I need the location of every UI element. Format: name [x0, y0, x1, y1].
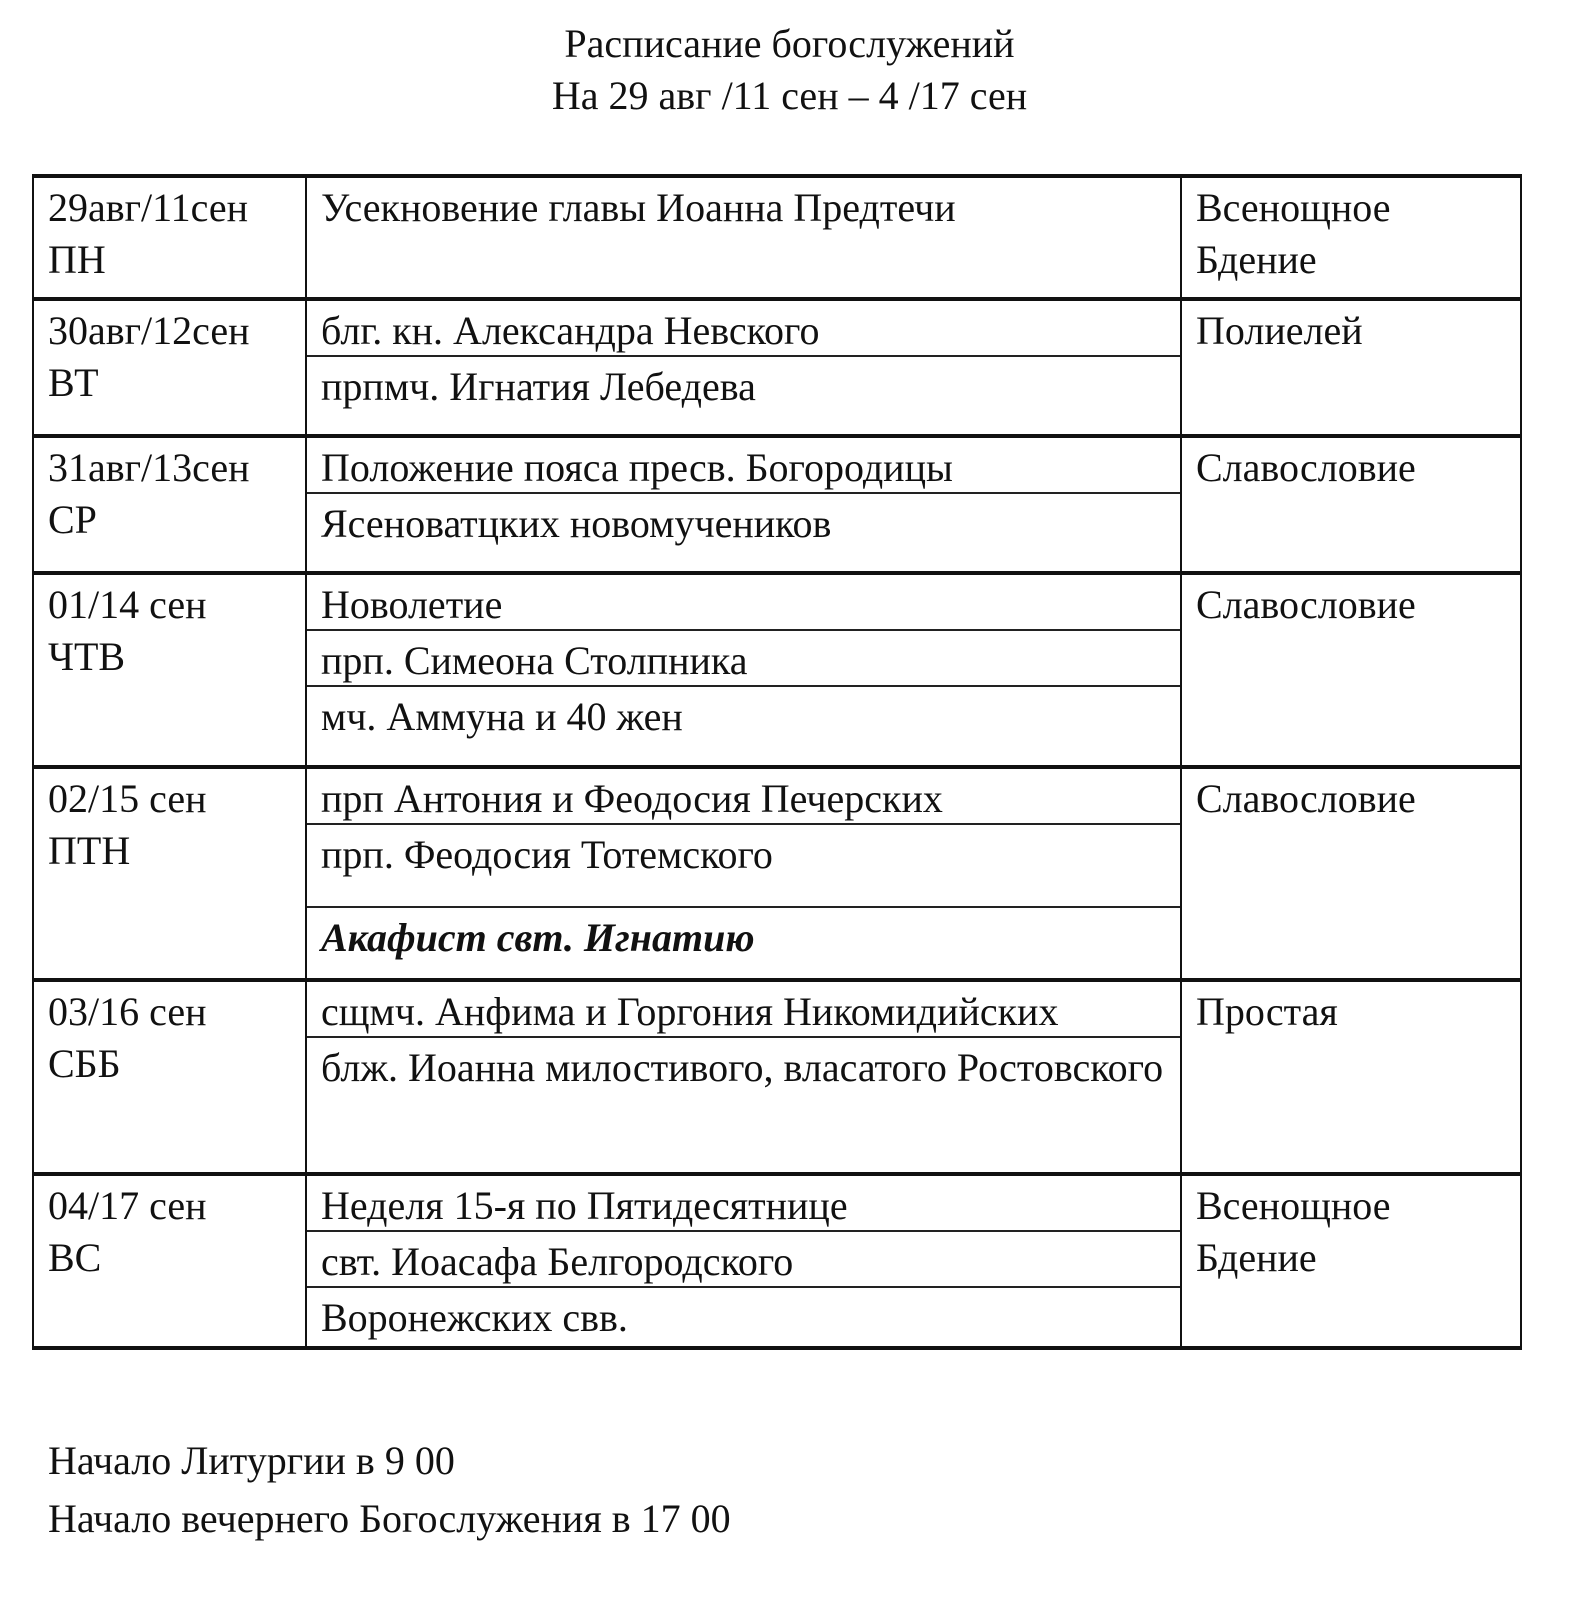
service-label: Славословие	[1196, 582, 1416, 627]
feast-item: Усекновение главы Иоанна Предтечи	[321, 185, 956, 230]
feast-item: сщмч. Анфима и Горгония Никомидийских	[307, 982, 1180, 1038]
service-cell	[1181, 980, 1521, 1174]
service-label: Всенощное Бдение	[1196, 185, 1391, 282]
service-label: Всенощное Бдение	[1196, 1183, 1391, 1280]
date-label: 03/16 сен	[48, 989, 207, 1034]
table-row	[33, 767, 1521, 980]
weekday-label: ВС	[48, 1235, 102, 1280]
date-label: 04/17 сен	[48, 1183, 207, 1228]
page-subtitle: На 29 авг /11 сен – 4 /17 сен	[551, 73, 1028, 118]
schedule-table	[32, 174, 1522, 1350]
date-label: 01/14 сен	[48, 582, 207, 627]
service-label: Славословие	[1196, 776, 1416, 821]
date-label: 29авг/11сен	[48, 185, 249, 230]
table-row	[33, 436, 1521, 573]
date-cell	[33, 1174, 306, 1348]
vespers-time-note: Начало вечернего Богослужения в 17 00	[48, 1496, 731, 1541]
service-cell	[1181, 299, 1521, 436]
feasts-cell	[306, 980, 1181, 1174]
date-cell	[33, 299, 306, 436]
feast-item: Неделя 15-я по Пятидесятнице	[307, 1176, 1180, 1232]
feast-item: Воронежских свв.	[321, 1295, 628, 1340]
weekday-label: ЧТВ	[48, 634, 126, 679]
table-row	[33, 1174, 1521, 1348]
table-row	[33, 176, 1521, 299]
feasts-cell	[306, 1174, 1181, 1348]
service-label: Простая	[1196, 989, 1338, 1034]
feast-item: Ясеноватцких новомучеников	[321, 501, 832, 546]
weekday-label: СР	[48, 497, 97, 542]
table-row	[33, 573, 1521, 767]
feasts-cell	[306, 176, 1181, 299]
service-cell	[1181, 1174, 1521, 1348]
feast-item: Новолетие	[307, 575, 1180, 631]
feast-item: блг. кн. Александра Невского	[307, 301, 1180, 357]
table-row	[33, 299, 1521, 436]
date-cell	[33, 980, 306, 1174]
feast-item: прп. Симеона Столпника	[307, 631, 1180, 687]
page-title: Расписание богослужений	[564, 21, 1015, 66]
feast-item: мч. Аммуна и 40 жен	[321, 694, 683, 739]
date-cell	[33, 176, 306, 299]
liturgy-time-note: Начало Литургии в 9 00	[48, 1438, 455, 1483]
date-cell	[33, 767, 306, 980]
feast-item-akathist: Акафист свт. Игнатию	[321, 915, 755, 960]
feasts-cell	[306, 573, 1181, 767]
feast-item: прпмч. Игнатия Лебедева	[321, 364, 756, 409]
feasts-cell	[306, 767, 1181, 980]
date-cell	[33, 436, 306, 573]
date-label: 30авг/12сен	[48, 308, 250, 353]
service-cell	[1181, 436, 1521, 573]
service-cell	[1181, 176, 1521, 299]
feast-item: блж. Иоанна милостивого, власатого Ростовского	[321, 1045, 1164, 1090]
feast-item: свт. Иоасафа Белгородского	[307, 1232, 1180, 1288]
date-label: 02/15 сен	[48, 776, 207, 821]
feast-item: прп. Феодосия Тотемского	[307, 825, 1180, 908]
service-label: Славословие	[1196, 445, 1416, 490]
weekday-label: ПТН	[48, 828, 131, 873]
date-cell	[33, 573, 306, 767]
weekday-label: ВТ	[48, 360, 99, 405]
service-cell	[1181, 767, 1521, 980]
table-row	[33, 980, 1521, 1174]
service-label: Полиелей	[1196, 308, 1363, 353]
weekday-label: ПН	[48, 237, 106, 282]
feast-item: Положение пояса пресв. Богородицы	[307, 438, 1180, 494]
date-label: 31авг/13сен	[48, 445, 250, 490]
feast-item: прп Антония и Феодосия Печерских	[307, 769, 1180, 825]
service-cell	[1181, 573, 1521, 767]
feasts-cell	[306, 436, 1181, 573]
weekday-label: СББ	[48, 1041, 121, 1086]
feasts-cell	[306, 299, 1181, 436]
